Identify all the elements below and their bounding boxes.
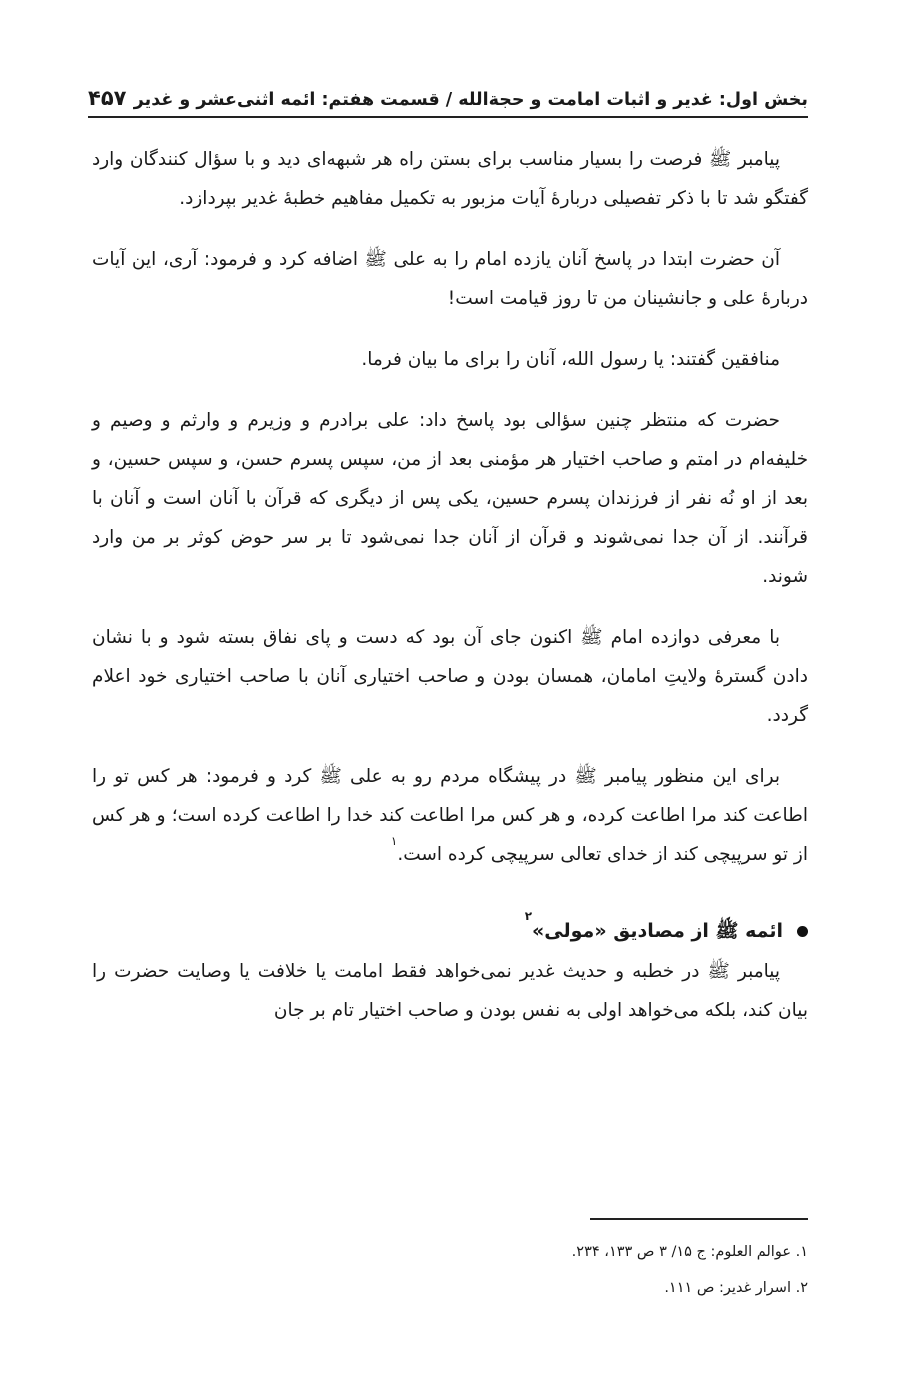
footnote-ref-1[interactable]: ۱: [390, 834, 398, 848]
section-heading-text: ائمه ﷺ از مصادیق «مولی»: [532, 920, 783, 942]
running-header: [88, 70, 808, 110]
section-heading-container: [525, 910, 783, 952]
paragraph-2: آن حضرت ابتدا در پاسخ آنان یازده امام را به علی ﷺ اضافه کرد و فرمود: آری، این آیات دربارهٔ علی و جانشینان من تا روز قیامت است!: [92, 249, 808, 309]
body-text: [92, 140, 808, 1052]
paragraph-4: حضرت که منتظر چنین سؤالی بود پاسخ داد: علی برادرم و وزیرم و وارثم و وصیم و خلیفه‌ام در امتم و صاحب اختیار هر مؤمنی بعد از من، سپس پسرم حسن، و سپس حسین، و بعد از او نُه نفر از فرزندان پسرم حسین، یکی پس از دیگری که قرآن با آنان است و آنان با قرآنند. از آن جدا نمی‌شوند و قرآن از آنان جدا نمی‌شود تا بر سر حوض کوثر بر من وارد شوند.: [92, 410, 808, 587]
paragraph-3: منافقین گفتند: یا رسول الله، آنان را برای ما بیان فرما.: [361, 349, 780, 370]
page-number: ۴۵۷: [88, 86, 127, 110]
paragraph-6: برای این منظور پیامبر ﷺ در پیشگاه مردم رو به علی ﷺ کرد و فرمود: هر کس تو را اطاعت کند مرا اطاعت کرده، و هر کس مرا اطاعت کند خدا را اطاعت کرده است؛ و هر کس از تو سرپیچی کند از خدای تعالی سرپیچی کرده است.: [92, 766, 808, 865]
paragraph-1: پیامبر ﷺ فرصت را بسیار مناسب برای بستن راه هر شبهه‌ای دید و با سؤال کنندگان وارد گفتگو شد تا با ذکر تفصیلی دربارهٔ آیات مزبور به تکمیل مفاهیم خطبهٔ غدیر بپردازد.: [92, 149, 808, 209]
section-heading: [92, 910, 808, 952]
footnote-2: ۲. اسرار غدیر: ص ۱۱۱.: [664, 1280, 808, 1296]
paragraph-6-container: [92, 757, 808, 874]
bullet-icon: [797, 926, 808, 937]
footnotes: [92, 1234, 808, 1306]
footnote-divider: [590, 1218, 808, 1220]
running-header-title: بخش اول: غدیر و اثبات امامت و حجةالله / قسمت هفتم: ائمه اثنی‌عشر و غدیر: [133, 90, 808, 110]
section-paragraph: پیامبر ﷺ در خطبه و حدیث غدیر نمی‌خواهد فقط امامت یا خلافت یا وصایت حضرت را بیان کند، بلکه می‌خواهد اولی به نفس بودن و صاحب اختیار تام بر جان: [92, 961, 808, 1021]
footnote-ref-2[interactable]: ۲: [524, 909, 533, 923]
paragraph-5: با معرفی دوازده امام ﷺ اکنون جای آن بود که دست و پای نفاق بسته شود و با نشان دادن گسترهٔ ولایتِ امامان، همسان بودن و صاحب اختیاری آنان با صاحب اختیاری خود اعلام گردد.: [92, 627, 808, 726]
header-divider: [88, 116, 808, 118]
footnote-1: ۱. عوالم العلوم: ج ۱۵/ ۳ ص ۱۳۳، ۲۳۴.: [571, 1244, 808, 1260]
